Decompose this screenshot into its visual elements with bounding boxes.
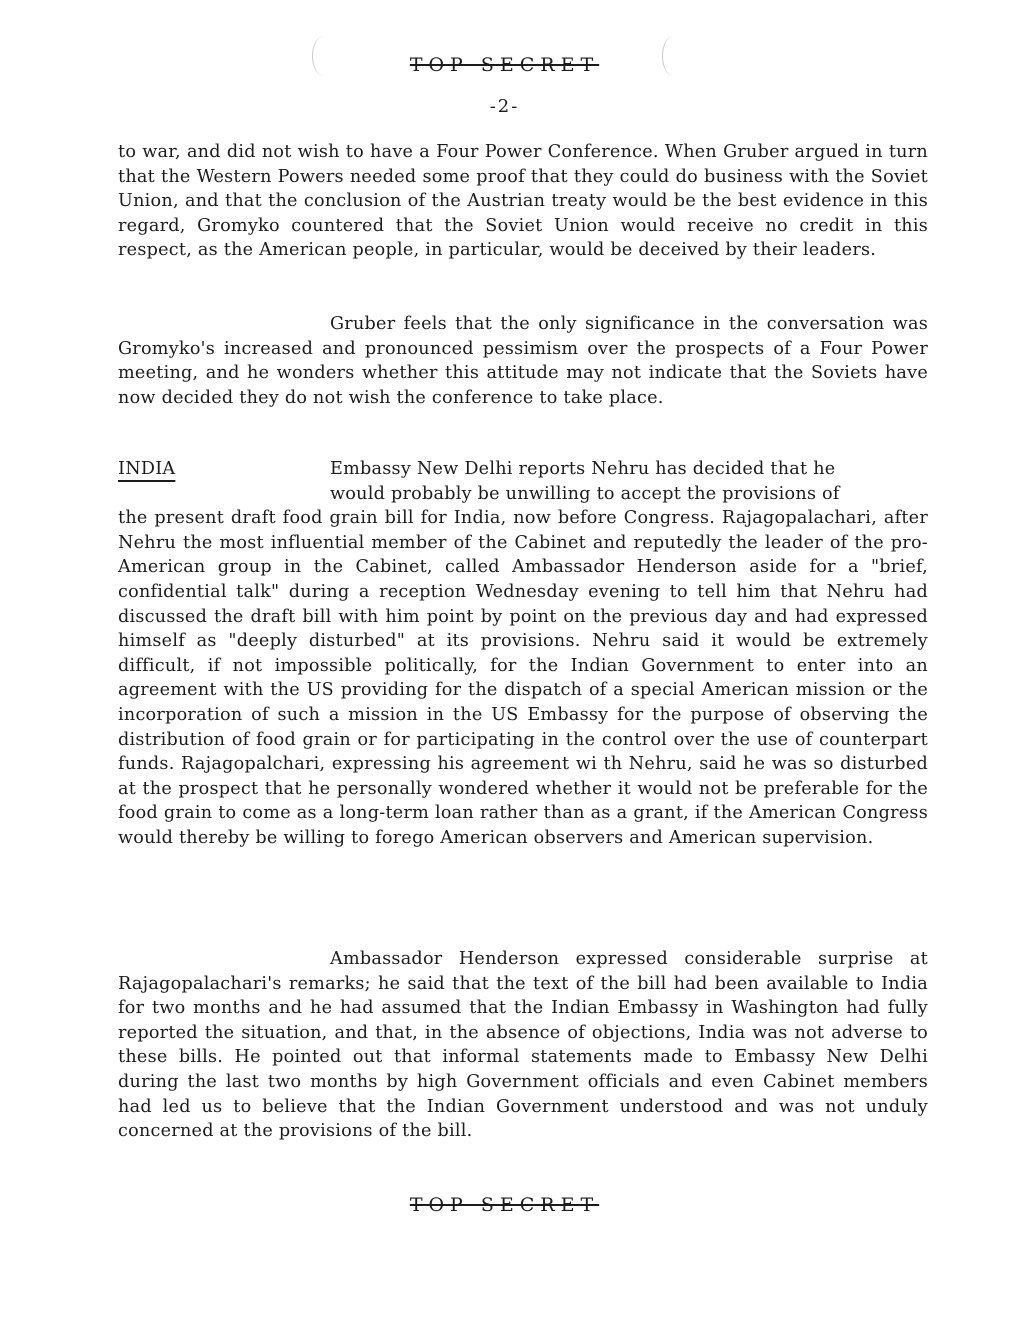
classification-marking: TOP SECRET [409, 54, 600, 76]
india-line-1: Embassy New Delhi reports Nehru has decided that he [330, 459, 836, 479]
paragraph-continuation: to war, and did not wish to have a Four Power Conference. When Gruber argued in turn that the Western Powers needed some proof that they could do business with the Soviet Union, and that the conclusion of the Austrian treaty would be the best evidence in this regard, Gromyko countered that the Soviet Union would receive no credit in this respect, as the American people, in particular, would be deceived by their leaders. [118, 142, 928, 261]
classification-footer [0, 1194, 1009, 1216]
paragraph-henderson: Ambassador Henderson expressed considerable surprise at Rajagopalachari's remarks; he said that the text of the bill had been available to India for two months and he had assumed that the Indian Embassy in Washington had fully reported the situation, and that, in the absence of objections, India was not adverse to these bills. He pointed out that informal statements made to Embassy New Delhi during the last two months by high Government officials and even Cabinet members had led us to believe that the Indian Government understood and was not unduly concerned at the provisions of the bill. [118, 949, 928, 1142]
page-number: -2- [489, 96, 520, 117]
india-line-2: would probably be unwilling to accept the provisions of [330, 483, 840, 504]
classification-marking: TOP SECRET [409, 1194, 600, 1216]
india-body: the present draft food grain bill for India, now before Congress. Rajagopalachari, after Nehru the most influential member of the Cabinet and reputedly the leader of the pro-American group in the Cabinet, called Ambassador Henderson aside for a "brief, confidential talk" during a reception Wednesday evening to tell him that Nehru had discussed the draft bill with him point by point on the previous day and had expressed himself as "deeply disturbed" at its provisions. Nehru said it would be extremely difficult, if not impossible politically, for the Indian Government to enter into an agreement with the US providing for the dispatch of a special American mission or the incorporation of such a mission in the US Embassy for the purpose of observing the distribution of food grain or for participating in the control over the use of counterpart funds. Rajagopalchari, expressing his agreement wi th Nehru, said he was so disturbed at the prospect that he personally wondered whether it would not be preferable for the food grain to come as a long-term loan rather than as a grant, if the American Congress would thereby be willing to forego American observers and American supervision. [118, 508, 928, 848]
section-india [118, 457, 928, 851]
section-heading-india: INDIA [118, 459, 176, 479]
india-first-line [118, 457, 928, 482]
paragraph-gruber: Gruber feels that the only significance in the conversation was Gromyko's increased and pronounced pessimism over the prospects of a Four Power meeting, and he wonders whether this attitude may not indicate that the Soviets have now decided they do not wish the conference to take place. [118, 314, 928, 408]
classification-header [0, 54, 1009, 76]
